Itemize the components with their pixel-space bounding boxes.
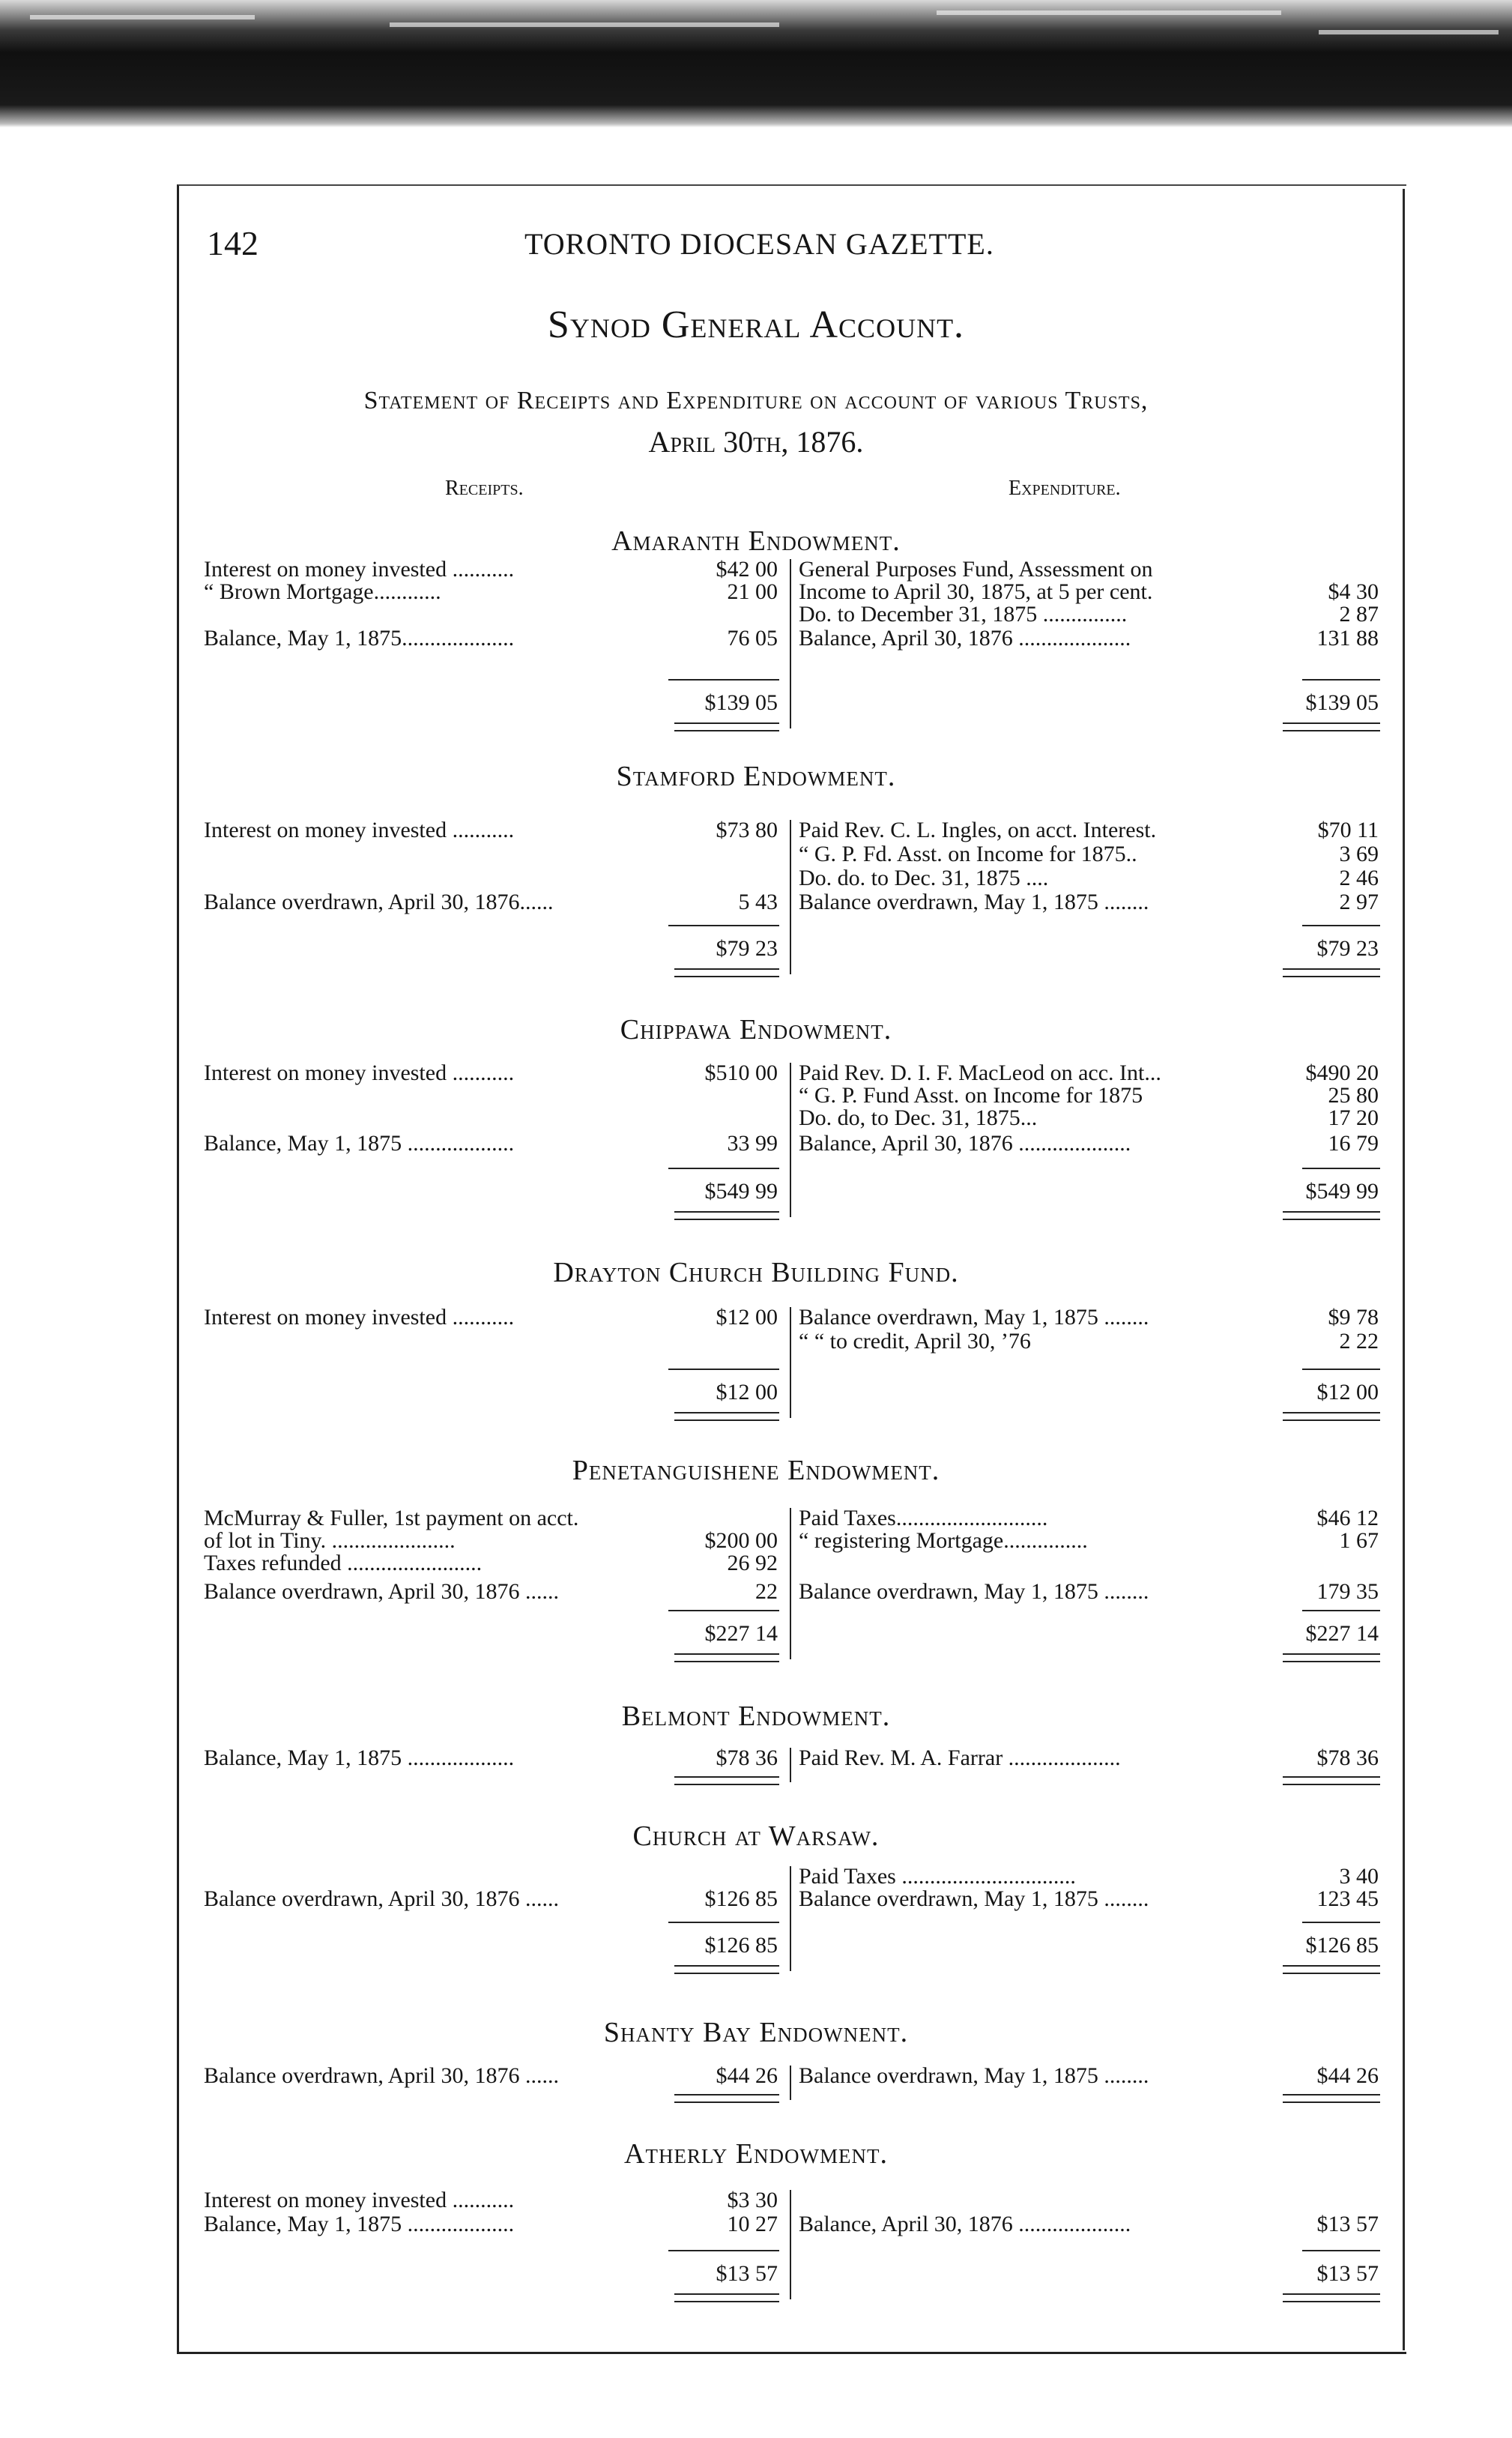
- expenditure-amount: 2 87: [1339, 602, 1379, 627]
- receipt-text: Interest on money invested ...........: [204, 2188, 515, 2212]
- receipts-double-rule: [674, 1412, 779, 1421]
- receipt-text: Balance, May 1, 1875 ...................: [204, 1131, 515, 1156]
- receipt-amount: 21 00: [727, 579, 778, 604]
- receipts-double-rule: [674, 968, 779, 977]
- ledger-row: [0, 624, 1512, 654]
- expenditure-total: $549 99: [1305, 1179, 1379, 1204]
- ledger-row: [0, 1548, 1512, 1578]
- receipt-amount: 26 92: [727, 1551, 778, 1575]
- receipt-text: Interest on money invested ...........: [204, 557, 515, 582]
- expenditure-heading: Expenditure.: [1008, 477, 1121, 500]
- expenditure-text: Balance, April 30, 1876 ....................: [799, 1131, 1131, 1156]
- section-title: Drayton Church Building Fund.: [553, 1257, 959, 1288]
- expenditure-amount: 2 22: [1339, 1329, 1379, 1354]
- expenditure-sum-rule: [1302, 1922, 1380, 1923]
- column-divider: [790, 2066, 791, 2100]
- expenditure-text: Do. to December 31, 1875 ...............: [799, 602, 1128, 627]
- column-divider: [790, 1307, 791, 1418]
- receipt-text: Balance overdrawn, April 30, 1876 ......: [204, 1579, 560, 1604]
- expenditure-amount: 2 46: [1339, 866, 1379, 890]
- expenditure-total: $13 57: [1316, 2261, 1379, 2286]
- receipts-sum-rule: [668, 1922, 779, 1923]
- expenditure-total: $139 05: [1305, 690, 1379, 715]
- expenditure-amount: $46 12: [1316, 1506, 1379, 1530]
- ledger-row: [0, 1327, 1512, 1357]
- expenditure-text: Paid Taxes ...............................: [799, 1864, 1076, 1889]
- receipts-double-rule: [674, 2094, 779, 2103]
- receipt-amount: 10 27: [727, 2212, 778, 2236]
- receipt-amount: $510 00: [704, 1060, 778, 1085]
- receipt-amount: 76 05: [727, 626, 778, 651]
- expenditure-double-rule: [1283, 2293, 1380, 2302]
- expenditure-total: $227 14: [1305, 1621, 1379, 1646]
- expenditure-double-rule: [1283, 1653, 1380, 1662]
- expenditure-amount: 1 67: [1339, 1528, 1379, 1553]
- receipts-heading: Receipts.: [445, 477, 524, 500]
- expenditure-amount: 131 88: [1316, 626, 1379, 651]
- receipt-text: McMurray & Fuller, 1st payment on acct.: [204, 1506, 579, 1530]
- expenditure-text: Balance overdrawn, May 1, 1875 ........: [799, 2063, 1149, 2088]
- section-title: Church at Warsaw.: [632, 1820, 880, 1852]
- ledger-row: [0, 887, 1512, 917]
- receipt-amount: $42 00: [716, 557, 778, 582]
- expenditure-amount: $70 11: [1317, 818, 1379, 842]
- expenditure-amount: 25 80: [1328, 1083, 1379, 1108]
- receipts-sum-rule: [668, 1369, 779, 1370]
- expenditure-amount: 2 97: [1339, 890, 1379, 914]
- receipt-amount: $44 26: [716, 2063, 778, 2088]
- receipt-text: of lot in Tiny. ......................: [204, 1528, 456, 1553]
- receipt-text: Balance, May 1, 1875 ...................: [204, 1745, 515, 1770]
- receipts-double-rule: [674, 1653, 779, 1662]
- statement-subtitle: Statement of Receipts and Expenditure on account of various Trusts,: [363, 387, 1149, 414]
- ledger-row: [0, 2061, 1512, 2091]
- column-divider: [790, 820, 791, 974]
- ledger-row: [0, 1743, 1512, 1773]
- expenditure-sum-rule: [1302, 1168, 1380, 1169]
- expenditure-text: Paid Taxes...........................: [799, 1506, 1048, 1530]
- expenditure-double-rule: [1283, 2094, 1380, 2103]
- section-title: Penetanguishene Endowment.: [572, 1455, 940, 1486]
- expenditure-amount: 17 20: [1328, 1105, 1379, 1130]
- receipt-amount: $3 30: [727, 2188, 778, 2212]
- receipts-total: $12 00: [716, 1380, 778, 1404]
- expenditure-text: Balance overdrawn, May 1, 1875 ........: [799, 1886, 1149, 1911]
- receipt-amount: $78 36: [716, 1745, 778, 1770]
- expenditure-amount: $13 57: [1316, 2212, 1379, 2236]
- receipts-total: $227 14: [704, 1621, 778, 1646]
- receipt-text: Balance, May 1, 1875 ...................: [204, 2212, 515, 2236]
- column-divider: [790, 1748, 791, 1782]
- expenditure-double-rule: [1283, 1965, 1380, 1974]
- expenditure-double-rule: [1283, 1211, 1380, 1220]
- receipts-sum-rule: [668, 925, 779, 926]
- receipt-amount: $126 85: [704, 1886, 778, 1911]
- section-title: Belmont Endowment.: [621, 1701, 891, 1732]
- expenditure-text: Do. do. to Dec. 31, 1875 ....: [799, 866, 1049, 890]
- receipt-text: Balance, May 1, 1875....................: [204, 626, 515, 651]
- expenditure-text: “ G. P. Fd. Asst. on Income for 1875..: [799, 842, 1137, 866]
- receipt-text: Balance overdrawn, April 30, 1876......: [204, 890, 554, 914]
- expenditure-double-rule: [1283, 1776, 1380, 1785]
- expenditure-sum-rule: [1302, 679, 1380, 681]
- expenditure-text: Income to April 30, 1875, at 5 per cent.: [799, 579, 1153, 604]
- expenditure-text: Do. do, to Dec. 31, 1875...: [799, 1105, 1038, 1130]
- expenditure-double-rule: [1283, 968, 1380, 977]
- receipts-double-rule: [674, 1965, 779, 1974]
- receipts-double-rule: [674, 2293, 779, 2302]
- receipts-double-rule: [674, 1211, 779, 1220]
- section-title: Shanty Bay Endownent.: [603, 2017, 909, 2048]
- receipt-text: Interest on money invested ...........: [204, 1305, 515, 1330]
- expenditure-amount: $490 20: [1305, 1060, 1379, 1085]
- expenditure-amount: 3 40: [1339, 1864, 1379, 1889]
- section-title: Amaranth Endowment.: [611, 525, 901, 557]
- receipts-total: $549 99: [704, 1179, 778, 1204]
- receipts-sum-rule: [668, 2250, 779, 2251]
- expenditure-text: “ registering Mortgage...............: [799, 1528, 1088, 1553]
- expenditure-sum-rule: [1302, 1610, 1380, 1611]
- page-number: 142: [207, 224, 258, 262]
- column-divider: [790, 1063, 791, 1217]
- section-title: Stamford Endowment.: [616, 761, 896, 792]
- column-divider: [790, 1508, 791, 1659]
- expenditure-total: $126 85: [1305, 1933, 1379, 1958]
- ledger-row: [0, 1129, 1512, 1159]
- expenditure-amount: $4 30: [1328, 579, 1379, 604]
- expenditure-text: Balance overdrawn, May 1, 1875 ........: [799, 890, 1149, 914]
- section-title: Atherly Endowment.: [624, 2138, 888, 2170]
- receipt-amount: 33 99: [727, 1131, 778, 1156]
- expenditure-text: Balance overdrawn, May 1, 1875 ........: [799, 1305, 1149, 1330]
- receipt-text: Balance overdrawn, April 30, 1876 ......: [204, 1886, 560, 1911]
- receipts-sum-rule: [668, 1168, 779, 1169]
- receipt-text: Interest on money invested ...........: [204, 818, 515, 842]
- receipt-amount: 22: [755, 1579, 778, 1604]
- expenditure-sum-rule: [1302, 1369, 1380, 1370]
- expenditure-total: $12 00: [1316, 1380, 1379, 1404]
- expenditure-text: Paid Rev. C. L. Ingles, on acct. Interest.: [799, 818, 1157, 842]
- expenditure-sum-rule: [1302, 2250, 1380, 2251]
- column-divider: [790, 559, 791, 728]
- expenditure-amount: 16 79: [1328, 1131, 1379, 1156]
- scan-edge-band: [0, 0, 1512, 127]
- expenditure-text: Paid Rev. M. A. Farrar ....................: [799, 1745, 1121, 1770]
- receipt-text: “ Brown Mortgage............: [204, 579, 441, 604]
- receipts-double-rule: [674, 722, 779, 731]
- receipts-total: $126 85: [704, 1933, 778, 1958]
- column-divider: [790, 2190, 791, 2299]
- receipt-text: Interest on money invested ...........: [204, 1060, 515, 1085]
- receipts-total: $13 57: [716, 2261, 778, 2286]
- expenditure-amount: 3 69: [1339, 842, 1379, 866]
- expenditure-text: Balance overdrawn, May 1, 1875 ........: [799, 1579, 1149, 1604]
- ledger-row: [0, 1884, 1512, 1914]
- expenditure-double-rule: [1283, 722, 1380, 731]
- expenditure-amount: $44 26: [1316, 2063, 1379, 2088]
- expenditure-total: $79 23: [1316, 936, 1379, 961]
- receipts-sum-rule: [668, 1610, 779, 1611]
- ledger-row: [0, 1577, 1512, 1607]
- expenditure-amount: $9 78: [1328, 1305, 1379, 1330]
- receipt-amount: $73 80: [716, 818, 778, 842]
- expenditure-text: Paid Rev. D. I. F. MacLeod on acc. Int...: [799, 1060, 1161, 1085]
- statement-date: April 30th, 1876.: [648, 425, 864, 459]
- account-title: Synod General Account.: [547, 304, 965, 346]
- expenditure-sum-rule: [1302, 925, 1380, 926]
- expenditure-amount: 179 35: [1316, 1579, 1379, 1604]
- expenditure-amount: 123 45: [1316, 1886, 1379, 1911]
- receipts-total: $139 05: [704, 690, 778, 715]
- expenditure-text: Balance, April 30, 1876 ....................: [799, 2212, 1131, 2236]
- expenditure-double-rule: [1283, 1412, 1380, 1421]
- receipts-double-rule: [674, 1776, 779, 1785]
- section-title: Chippawa Endowment.: [620, 1014, 892, 1045]
- receipts-sum-rule: [668, 679, 779, 681]
- ledger-row: [0, 2209, 1512, 2239]
- receipt-amount: $12 00: [716, 1305, 778, 1330]
- receipt-text: Balance overdrawn, April 30, 1876 ......: [204, 2063, 560, 2088]
- receipts-total: $79 23: [716, 936, 778, 961]
- receipt-amount: $200 00: [704, 1528, 778, 1553]
- expenditure-text: Balance, April 30, 1876 ....................: [799, 626, 1131, 651]
- running-head: TORONTO DIOCESAN GAZETTE.: [524, 227, 994, 261]
- expenditure-amount: $78 36: [1316, 1745, 1379, 1770]
- expenditure-text: “ G. P. Fund Asst. on Income for 1875: [799, 1083, 1143, 1108]
- expenditure-text: General Purposes Fund, Assessment on: [799, 557, 1153, 582]
- column-divider: [790, 1866, 791, 1971]
- receipt-amount: 5 43: [738, 890, 778, 914]
- receipt-text: Taxes refunded ........................: [204, 1551, 483, 1575]
- expenditure-text: “ “ to credit, April 30, ’76: [799, 1329, 1031, 1354]
